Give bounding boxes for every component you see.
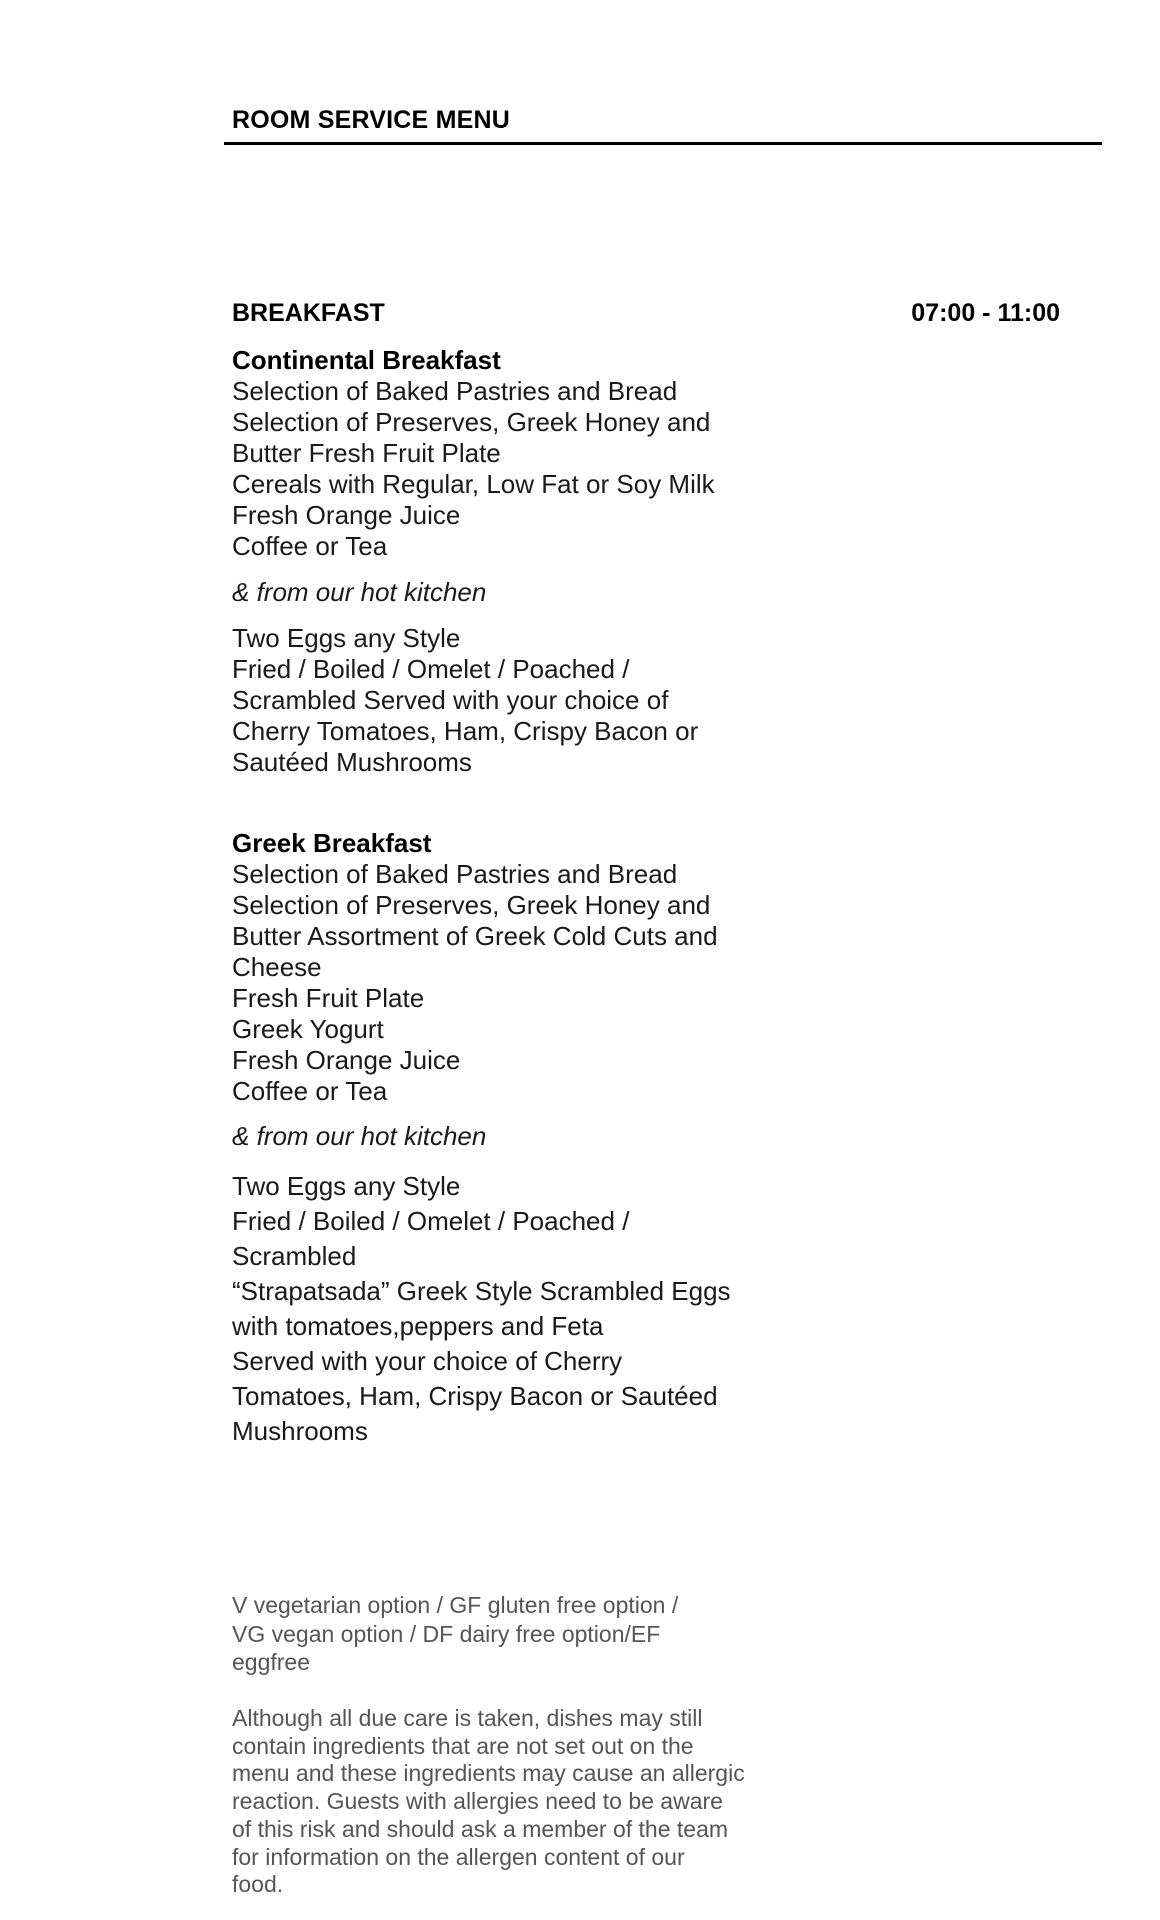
notice-line: Although all due care is taken, dishes may still	[232, 1705, 703, 1731]
notice-line: reaction. Guests with allergies need to be aware	[232, 1788, 723, 1815]
menu-line: Fried / Boiled / Omelet / Poached /	[232, 654, 630, 684]
continental-breakfast-item	[232, 345, 715, 562]
menu-line: Fresh Fruit Plate	[232, 983, 425, 1013]
menu-line: Served with your choice of Cherry	[232, 1346, 623, 1376]
menu-line: Fresh Orange Juice	[232, 500, 461, 530]
menu-line: Fresh Orange Juice	[232, 1045, 461, 1075]
legend-line: VG vegan option / DF dairy free option/EF	[232, 1620, 661, 1647]
section-title-breakfast: BREAKFAST	[232, 299, 385, 327]
menu-line: Butter Fresh Fruit Plate	[232, 438, 501, 468]
hot-kitchen-label: & from our hot kitchen	[232, 577, 487, 607]
greek-hot-items	[232, 1169, 731, 1449]
menu-line: Cherry Tomatoes, Ham, Crispy Bacon or	[232, 716, 699, 746]
menu-line: Tomatoes, Ham, Crispy Bacon or Sautéed	[232, 1381, 718, 1411]
title-divider	[224, 142, 1102, 145]
greek-breakfast-title: Greek Breakfast	[232, 828, 432, 858]
menu-line: Scrambled	[232, 1241, 357, 1271]
menu-line: Mushrooms	[232, 1416, 368, 1446]
menu-line: Cheese	[232, 952, 322, 982]
continental-breakfast-title: Continental Breakfast	[232, 345, 501, 375]
legend-line: eggfree	[232, 1649, 311, 1675]
menu-line: Cereals with Regular, Low Fat or Soy Milk	[232, 469, 715, 499]
breakfast-hours: 07:00 - 11:00	[911, 299, 1060, 327]
menu-line: with tomatoes,peppers and Feta	[232, 1311, 604, 1341]
menu-line: Selection of Preserves, Greek Honey and	[232, 407, 711, 437]
menu-line: Selection of Baked Pastries and Bread	[232, 376, 678, 406]
menu-line: Greek Yogurt	[232, 1014, 384, 1044]
allergy-notice	[232, 1705, 745, 1899]
menu-line: Scrambled Served with your choice of	[232, 685, 669, 715]
continental-hot-items	[232, 623, 698, 778]
notice-line: contain ingredients that are not set out on the	[232, 1732, 694, 1759]
menu-line: “Strapatsada” Greek Style Scrambled Eggs	[232, 1276, 731, 1306]
menu-line: Two Eggs any Style	[232, 623, 461, 653]
dietary-legend	[232, 1591, 678, 1677]
menu-line: Selection of Preserves, Greek Honey and	[232, 890, 711, 920]
menu-line: Two Eggs any Style	[232, 1171, 461, 1201]
menu-line: Coffee or Tea	[232, 531, 388, 561]
menu-line: Coffee or Tea	[232, 1076, 388, 1106]
notice-line: for information on the allergen content of our	[232, 1843, 685, 1870]
menu-line: Fried / Boiled / Omelet / Poached /	[232, 1206, 630, 1236]
notice-line: food.	[232, 1871, 284, 1898]
legend-line: V vegetarian option / GF gluten free option /	[232, 1592, 679, 1618]
menu-line: Butter Assortment of Greek Cold Cuts and	[232, 921, 718, 951]
notice-line: of this risk and should ask a member of the team	[232, 1815, 729, 1842]
hot-kitchen-label: & from our hot kitchen	[232, 1121, 487, 1151]
menu-line: Selection of Baked Pastries and Bread	[232, 859, 678, 889]
page-title: ROOM SERVICE MENU	[232, 106, 510, 134]
greek-breakfast-item	[232, 828, 718, 1107]
notice-line: menu and these ingredients may cause an allergic	[232, 1760, 745, 1787]
menu-line: Sautéed Mushrooms	[232, 747, 472, 777]
